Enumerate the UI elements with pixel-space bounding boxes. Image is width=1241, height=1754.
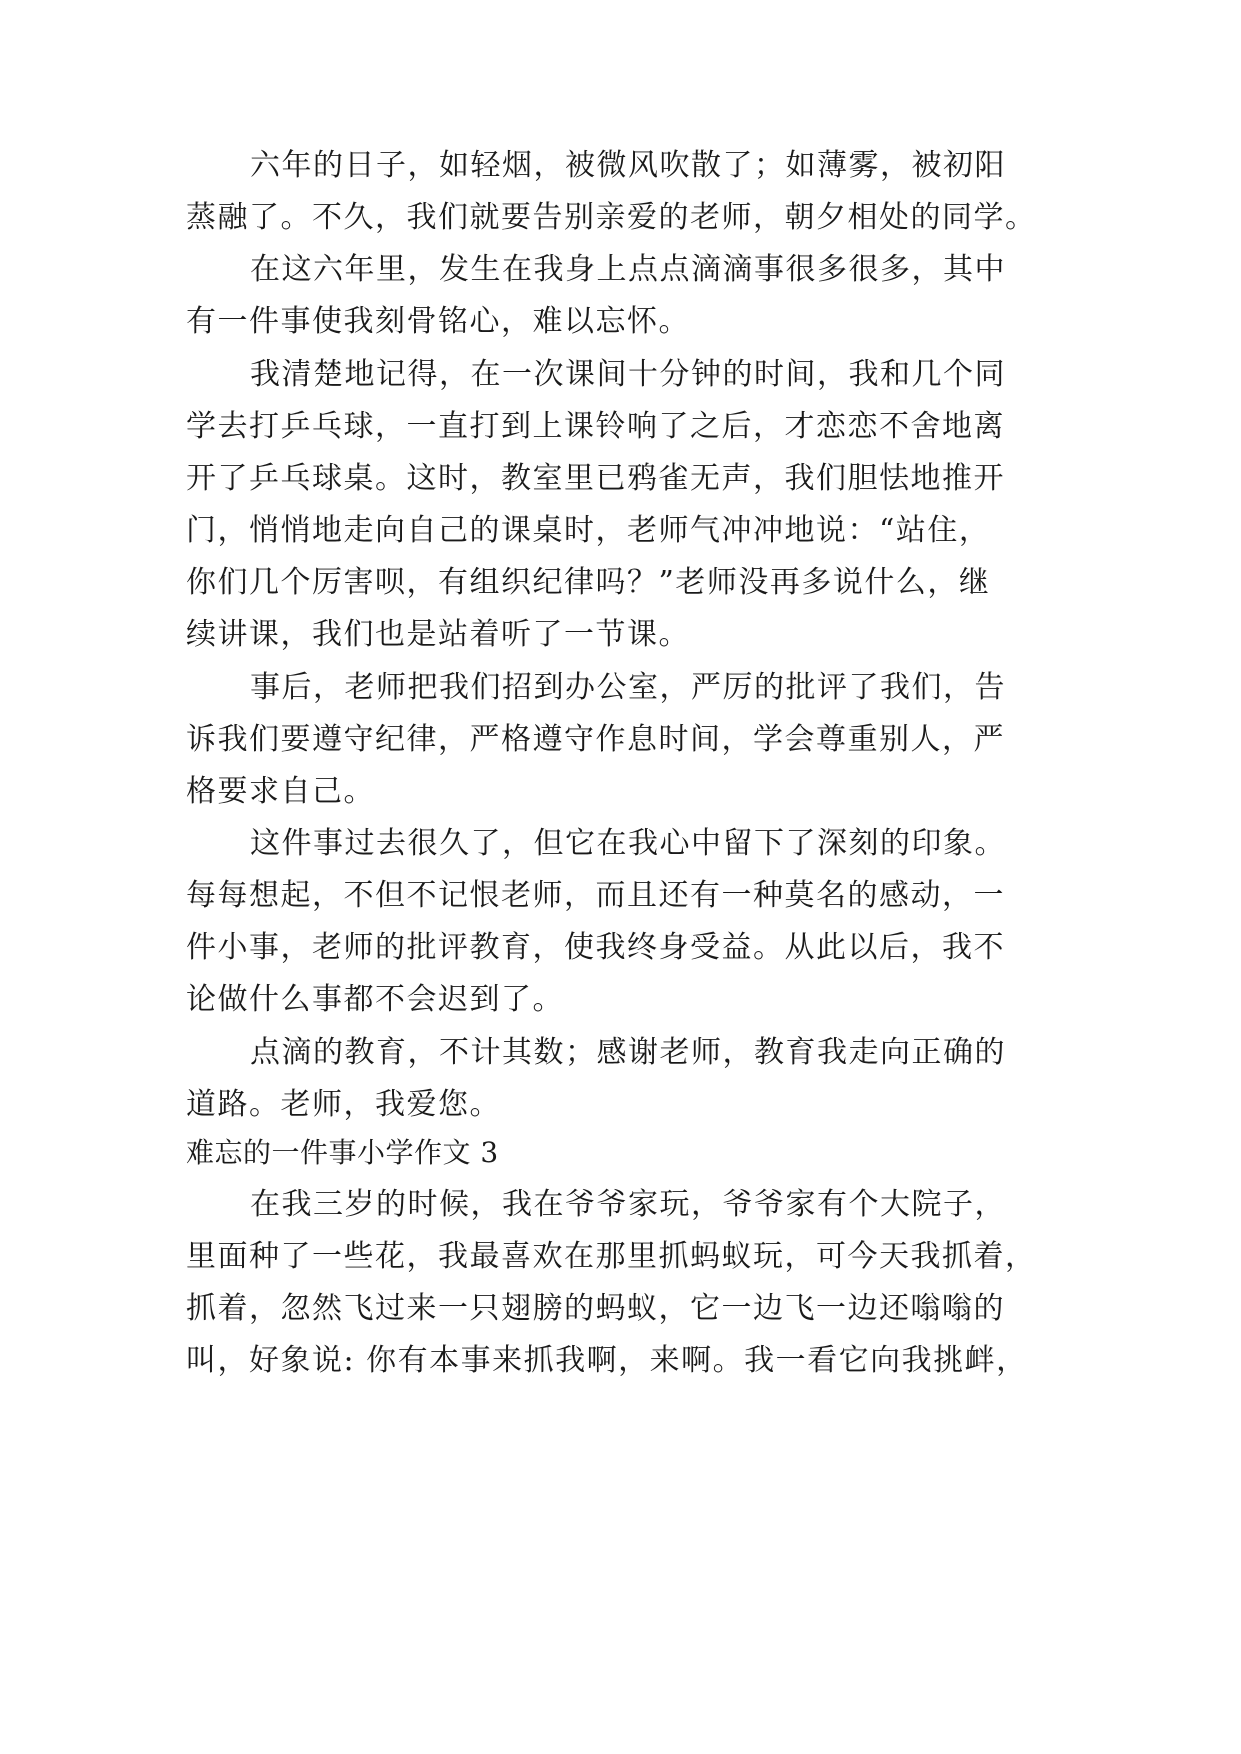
text-line: 六年的日子，如轻烟，被微风吹散了；如薄雾，被初阳 <box>250 148 1006 183</box>
text-line: 门，悄悄地走向自己的课桌时，老师气冲冲地说：“站住， <box>186 513 991 548</box>
text-line: 里面种了一些花，我最喜欢在那里抓蚂蚁玩，可今天我抓着， <box>186 1239 1037 1274</box>
text-line: 续讲课，我们也是站着听了一节课。 <box>186 617 690 652</box>
text-line: 这件事过去很久了，但它在我心中留下了深刻的印象。 <box>250 826 1006 861</box>
text-line: 开了乒乓球桌。这时，教室里已鸦雀无声，我们胆怯地推开 <box>186 461 1005 496</box>
text-line: 你们几个厉害呗，有组织纪律吗？”老师没再多说什么，继 <box>186 565 991 600</box>
text-line: 道路。老师，我爱您。 <box>186 1087 501 1122</box>
text-line: 在这六年里，发生在我身上点点滴滴事很多很多，其中 <box>250 252 1006 287</box>
text-line: 我清楚地记得，在一次课间十分钟的时间，我和几个同 <box>250 357 1006 392</box>
text-line: 在我三岁的时候，我在爷爷家玩，爷爷家有个大院子， <box>250 1187 1006 1222</box>
text-line: 事后，老师把我们招到办公室，严厉的批评了我们，告 <box>250 670 1006 705</box>
text-line: 件小事，老师的批评教育，使我终身受益。从此以后，我不 <box>186 930 1005 965</box>
text-line: 格要求自己。 <box>186 774 375 809</box>
text-line: 点滴的教育，不计其数；感谢老师，教育我走向正确的 <box>250 1035 1006 1070</box>
text-line: 每每想起，不但不记恨老师，而且还有一种莫名的感动，一 <box>186 878 1005 913</box>
text-line: 叫，好象说: 你有本事来抓我啊，来啊。我一看它向我挑衅， <box>186 1343 1028 1378</box>
section-heading: 难忘的一件事小学作文 3 <box>186 1136 499 1169</box>
text-line: 抓着，忽然飞过来一只翅膀的蚂蚁，它一边飞一边还嗡嗡的 <box>186 1291 1005 1326</box>
text-line: 诉我们要遵守纪律，严格遵守作息时间，学会尊重别人，严 <box>186 722 1005 757</box>
text-line: 有一件事使我刻骨铭心，难以忘怀。 <box>186 304 690 339</box>
text-line: 论做什么事都不会迟到了。 <box>186 982 564 1017</box>
text-line: 学去打乒乓球，一直打到上课铃响了之后，才恋恋不舍地离 <box>186 409 1005 444</box>
text-line: 蒸融了。不久，我们就要告别亲爱的老师，朝夕相处的同学。 <box>186 200 1037 235</box>
